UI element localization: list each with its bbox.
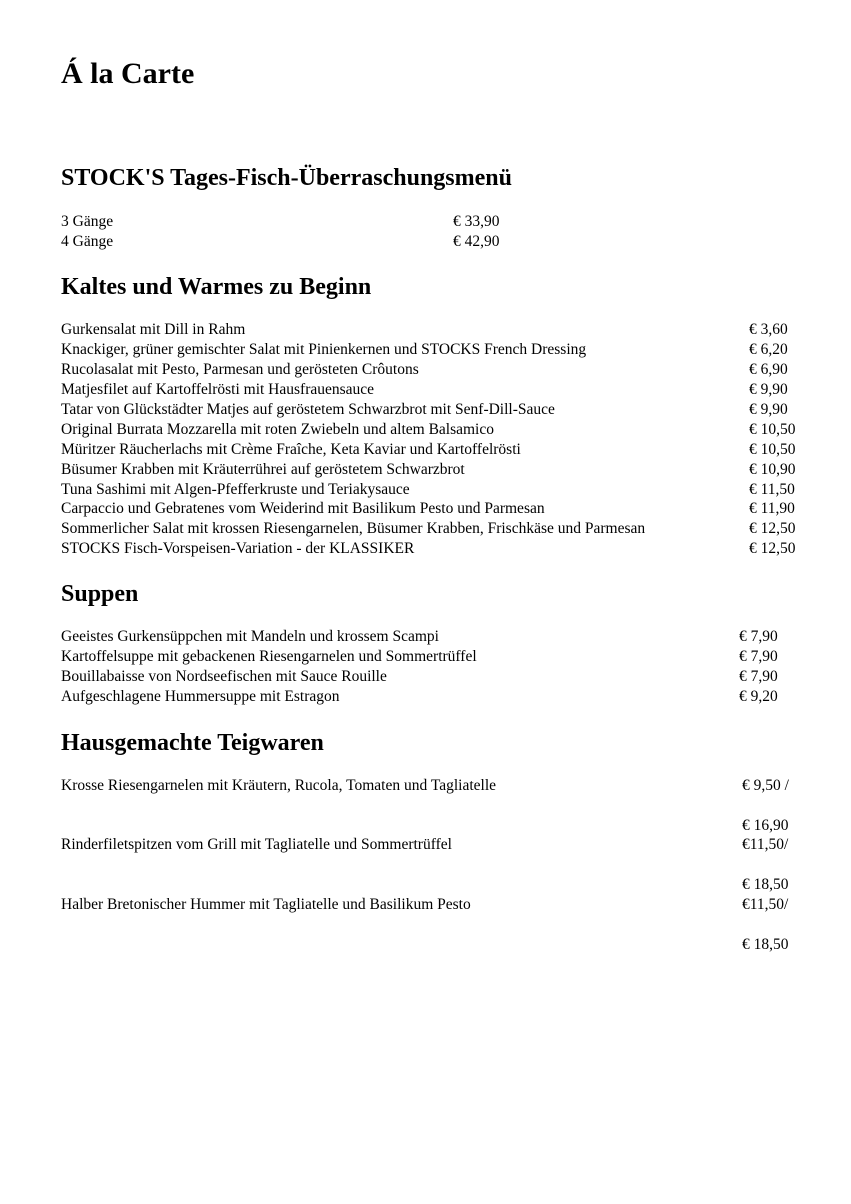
item-name: Gurkensalat mit Dill in Rahm bbox=[61, 321, 246, 338]
menu-item bbox=[61, 835, 801, 895]
page-title: Á la Carte bbox=[61, 57, 195, 90]
item-name: STOCKS Fisch-Vorspeisen-Variation - der KLASSIKER bbox=[61, 540, 415, 557]
item-name: Bouillabaisse von Nordseefischen mit Sauce Rouille bbox=[61, 668, 387, 685]
section-heading: Kaltes und Warmes zu Beginn bbox=[61, 274, 372, 300]
item-name: Original Burrata Mozzarella mit roten Zwiebeln und altem Balsamico bbox=[61, 421, 494, 438]
item-name: Halber Bretonischer Hummer mit Tagliatelle und Basilikum Pesto bbox=[61, 896, 471, 913]
item-name: Krosse Riesengarnelen mit Kräutern, Rucola, Tomaten und Tagliatelle bbox=[61, 777, 497, 794]
item-price: € 6,20 bbox=[749, 341, 788, 358]
item-name: Knackiger, grüner gemischter Salat mit Pinienkernen und STOCKS French Dressing bbox=[61, 341, 587, 358]
item-name: Aufgeschlagene Hummersuppe mit Estragon bbox=[61, 688, 340, 705]
item-price: € 11,50 bbox=[749, 481, 795, 498]
item-price: € 7,90 bbox=[739, 648, 778, 665]
item-price-small: €11,50/ bbox=[742, 896, 789, 913]
item-name: 4 Gänge bbox=[61, 233, 114, 250]
item-price: € 42,90 bbox=[453, 233, 500, 250]
item-name: Carpaccio und Gebratenes vom Weiderind mit Basilikum Pesto und Parmesan bbox=[61, 500, 545, 517]
item-name: Tuna Sashimi mit Algen-Pfefferkruste und Teriakysauce bbox=[61, 481, 410, 498]
item-name: Müritzer Räucherlachs mit Crème Fraîche, Keta Kaviar und Kartoffelrösti bbox=[61, 441, 521, 458]
item-price: € 6,90 bbox=[749, 361, 788, 378]
item-price: € 9,90 bbox=[749, 401, 788, 418]
item-price: € 9,20 bbox=[739, 688, 778, 705]
item-price-large: € 16,90 bbox=[742, 817, 789, 834]
item-price: € 33,90 bbox=[453, 213, 500, 230]
item-price-large: € 18,50 bbox=[742, 876, 789, 893]
item-name: Tatar von Glückstädter Matjes auf geröstetem Schwarzbrot mit Senf-Dill-Sauce bbox=[61, 401, 555, 418]
item-price: € 9,90 bbox=[749, 381, 788, 398]
menu-item bbox=[61, 776, 801, 836]
item-price-small: € 9,50 / bbox=[742, 777, 789, 794]
item-price: € 7,90 bbox=[739, 628, 778, 645]
section-heading: STOCK'S Tages-Fisch-Überraschungsmenü bbox=[61, 165, 512, 191]
item-price-small: €11,50/ bbox=[742, 836, 789, 853]
section-heading: Suppen bbox=[61, 581, 139, 607]
item-price-large: € 18,50 bbox=[742, 936, 789, 953]
item-name: Sommerlicher Salat mit krossen Riesengarnelen, Büsumer Krabben, Frischkäse und Parmesan bbox=[61, 520, 646, 537]
item-name: Rucolasalat mit Pesto, Parmesan und gerösteten Crôutons bbox=[61, 361, 419, 378]
menu-item bbox=[61, 895, 801, 955]
item-price: € 11,90 bbox=[749, 500, 795, 517]
item-price: € 12,50 bbox=[749, 540, 796, 557]
item-price: € 10,50 bbox=[749, 441, 796, 458]
item-price: € 12,50 bbox=[749, 520, 796, 537]
item-price: € 10,90 bbox=[749, 461, 796, 478]
item-name: Büsumer Krabben mit Kräuterrührei auf geröstetem Schwarzbrot bbox=[61, 461, 465, 478]
item-price: € 3,60 bbox=[749, 321, 788, 338]
item-name: Matjesfilet auf Kartoffelrösti mit Hausfrauensauce bbox=[61, 381, 375, 398]
item-name: 3 Gänge bbox=[61, 213, 114, 230]
item-price: € 7,90 bbox=[739, 668, 778, 685]
section-heading: Hausgemachte Teigwaren bbox=[61, 730, 324, 756]
item-name: Kartoffelsuppe mit gebackenen Riesengarnelen und Sommertrüffel bbox=[61, 648, 477, 665]
item-name: Geeistes Gurkensüppchen mit Mandeln und krossem Scampi bbox=[61, 628, 439, 645]
item-name: Rinderfiletspitzen vom Grill mit Tagliatelle und Sommertrüffel bbox=[61, 836, 452, 853]
item-price: € 10,50 bbox=[749, 421, 796, 438]
